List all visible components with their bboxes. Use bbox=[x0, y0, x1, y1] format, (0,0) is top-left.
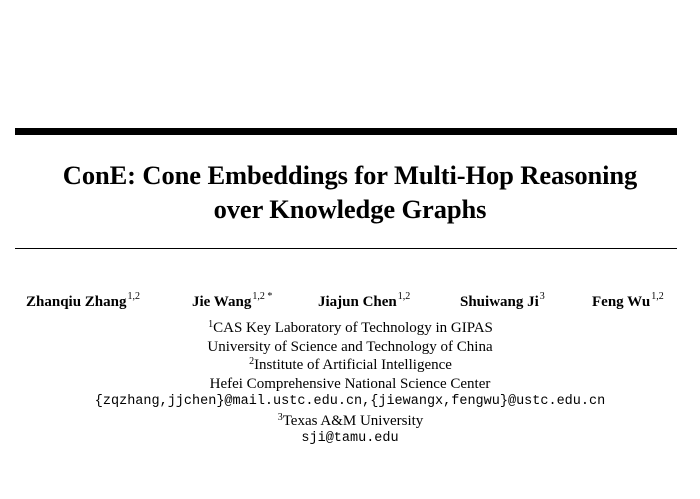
author-jiajun-chen bbox=[318, 291, 411, 311]
affiliation-2 bbox=[0, 356, 700, 375]
author-zhanqiu-zhang bbox=[26, 291, 140, 311]
affiliation-1-university: University of Science and Technology of China bbox=[207, 338, 493, 355]
author-name: Shuiwang Ji bbox=[460, 294, 539, 310]
title-rule-bottom bbox=[15, 248, 677, 249]
affiliation-block bbox=[0, 319, 700, 449]
author-affiliation-marker: 1,2 bbox=[397, 291, 411, 302]
author-jie-wang bbox=[192, 291, 273, 311]
paper-title bbox=[0, 158, 700, 226]
affiliation-marker: 1 bbox=[208, 319, 214, 330]
author-shuiwang-ji bbox=[460, 291, 545, 311]
affiliation-1 bbox=[0, 319, 700, 338]
author-affiliation-marker: 1,2 bbox=[651, 291, 664, 302]
affiliation-marker: 3 bbox=[277, 411, 283, 423]
author-name: Jiajun Chen bbox=[318, 294, 397, 310]
affiliation-3 bbox=[0, 412, 700, 431]
author-affiliation-marker: 1,2 * bbox=[252, 291, 273, 302]
paper-title-line-1: ConE: Cone Embeddings for Multi-Hop Reasoning bbox=[62, 160, 638, 190]
affiliation-3-text: Texas A&M University bbox=[282, 412, 424, 429]
email-line-1: {zqzhang,jjchen}@mail.ustc.edu.cn,{jiewangx,fengwu}@ustc.edu.cn bbox=[94, 394, 606, 409]
author-name: Feng Wu bbox=[592, 294, 651, 310]
email-line-2: sji@tamu.edu bbox=[301, 431, 399, 446]
title-rule-top bbox=[15, 128, 677, 135]
author-affiliation-marker: 1,2 bbox=[127, 291, 140, 302]
author-feng-wu bbox=[592, 291, 664, 311]
author-affiliation-marker: 3 bbox=[539, 291, 545, 302]
affiliation-2-text: Institute of Artificial Intelligence bbox=[254, 357, 452, 373]
affiliation-1-text: CAS Key Laboratory of Technology in GIPAS bbox=[213, 320, 493, 336]
author-list bbox=[0, 291, 700, 318]
paper-title-line-2: over Knowledge Graphs bbox=[213, 194, 487, 224]
affiliation-marker: 2 bbox=[249, 356, 255, 367]
author-name: Zhanqiu Zhang bbox=[26, 294, 127, 310]
author-name: Jie Wang bbox=[192, 294, 252, 310]
affiliation-2-center: Hefei Comprehensive National Science Center bbox=[209, 375, 491, 392]
